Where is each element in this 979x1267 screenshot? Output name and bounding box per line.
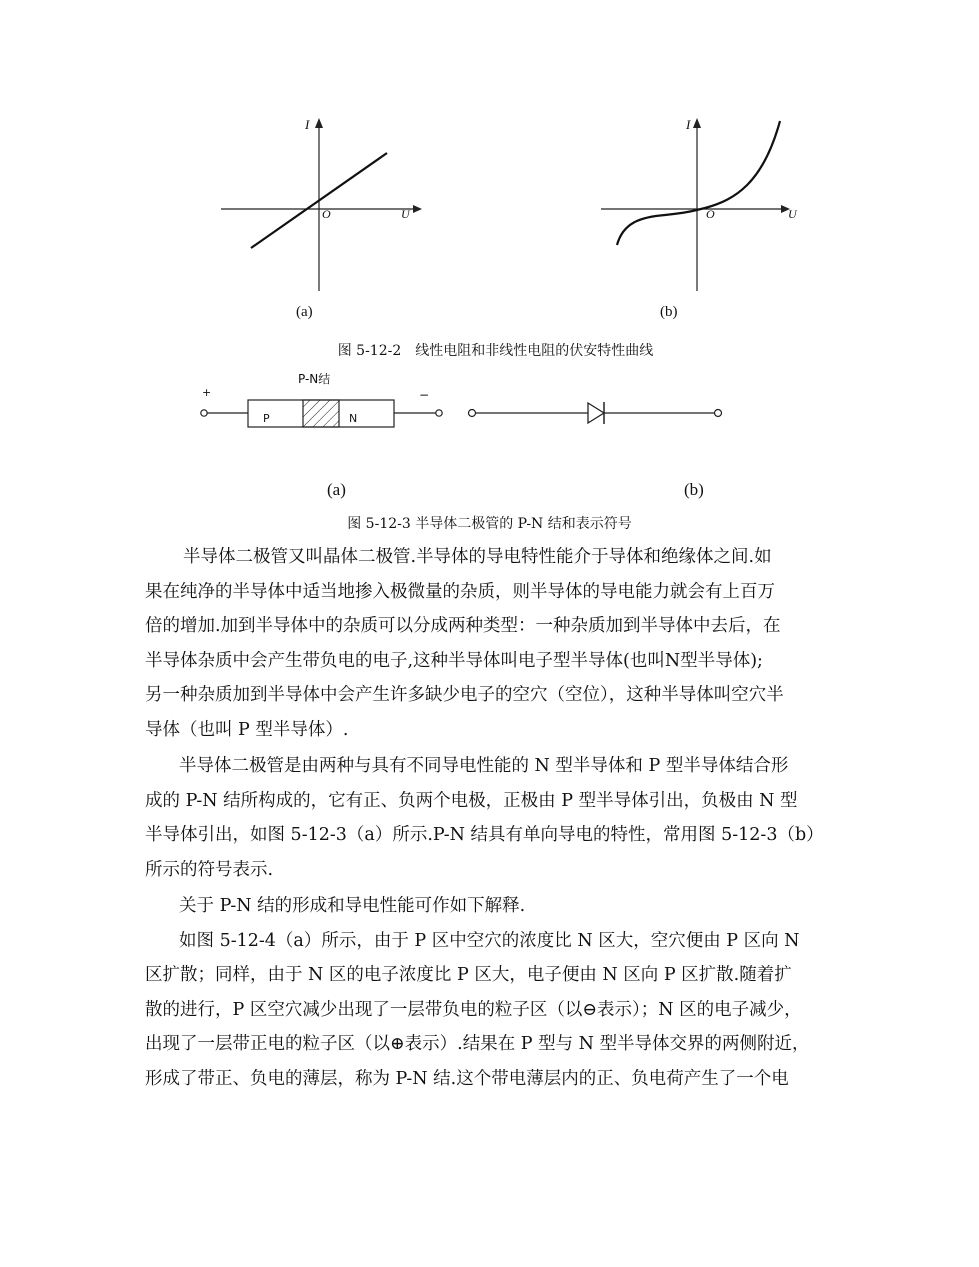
fig3-label-b: (b) <box>684 480 704 499</box>
graph-linear-iv <box>215 115 425 295</box>
axis-u-label-b: U <box>788 207 797 221</box>
pn-junction-label: P-N结 <box>298 372 331 386</box>
text-line: 出现了一层带正电的粒子区（以⊕表示）.结果在 P 型与 N 型半导体交界的两侧附近， <box>145 1034 810 1054</box>
figure-caption-5-12-2: 图 5-12-2 线性电阻和非线性电阻的伏安特性曲线 <box>337 343 654 359</box>
text-line: 导体（也叫 P 型半导体）. <box>145 719 349 740</box>
diode-triangle <box>588 403 604 423</box>
fig2-label-b: (b) <box>660 304 678 320</box>
nonlinear-curve <box>617 121 780 245</box>
text-line: 所示的符号表示. <box>145 859 274 880</box>
text-line: 半导体二极管又叫晶体二极管.半导体的导电特性能介于导体和绝缘体之间.如 <box>183 547 772 567</box>
minus-sign: − <box>419 388 430 402</box>
axis-i-label-b: I <box>686 117 691 132</box>
n-region-label: N <box>349 412 358 425</box>
pn-junction-diagram <box>196 395 456 435</box>
diode-symbol <box>462 395 730 435</box>
fig2-label-a: (a) <box>296 304 313 320</box>
text-line: 果在纯净的半导体中适当地掺入极微量的杂质，则半导体的导电能力就会有上百万 <box>145 581 775 602</box>
axis-u-label-a: U <box>401 207 410 221</box>
text-line: 关于 P-N 结的形成和导电性能可作如下解释. <box>179 896 526 916</box>
text-line: 半导体引出，如图 5-12-3（a）所示.P-N 结具有单向导电的特性，常用图 5-12-3（b） <box>145 825 824 845</box>
text-line: 如图 5-12-4（a）所示，由于 P 区中空穴的浓度比 N 区大，空穴便由 P 区向 N <box>179 930 800 951</box>
axis-i-label-a: I <box>305 117 310 132</box>
plus-sign: + <box>202 386 212 399</box>
text-line: 半导体二极管是由两种与具有不同导电性能的 N 型半导体和 P 型半导体结合形 <box>179 756 789 776</box>
depletion-region <box>303 400 339 427</box>
p-region-label: P <box>263 412 270 425</box>
text-line: 成的 P-N 结所构成的，它有正、负两个电极，正极由 P 型半导体引出，负极由 N 型 <box>145 790 798 811</box>
text-line: 半导体杂质中会产生带负电的电子,这种半导体叫电子型半导体(也叫N型半导体); <box>145 650 763 671</box>
text-line: 区扩散；同样，由于 N 区的电子浓度比 P 区大，电子便由 N 区向 P 区扩散.随着扩 <box>145 965 792 985</box>
origin-label-a: O <box>322 207 331 221</box>
text-line: 倍的增加.加到半导体中的杂质可以分成两种类型：一种杂质加到半导体中去后，在 <box>145 616 781 636</box>
body-text <box>145 540 845 1096</box>
origin-label-b: O <box>706 207 715 221</box>
graph-nonlinear-iv <box>595 115 810 295</box>
text-line: 形成了带正、负电的薄层，称为 P-N 结.这个带电薄层内的正、负电荷产生了一个电 <box>145 1068 789 1089</box>
figure-caption-5-12-3: 图 5-12-3 半导体二极管的 P-N 结和表示符号 <box>347 516 632 532</box>
text-line: 散的进行，P 区空穴减少出现了一层带负电的粒子区（以⊖表示）；N 区的电子减少， <box>145 999 802 1020</box>
fig3-label-a: (a) <box>327 480 346 499</box>
text-line: 另一种杂质加到半导体中会产生许多缺少电子的空穴（空位），这种半导体叫空穴半 <box>145 685 784 705</box>
